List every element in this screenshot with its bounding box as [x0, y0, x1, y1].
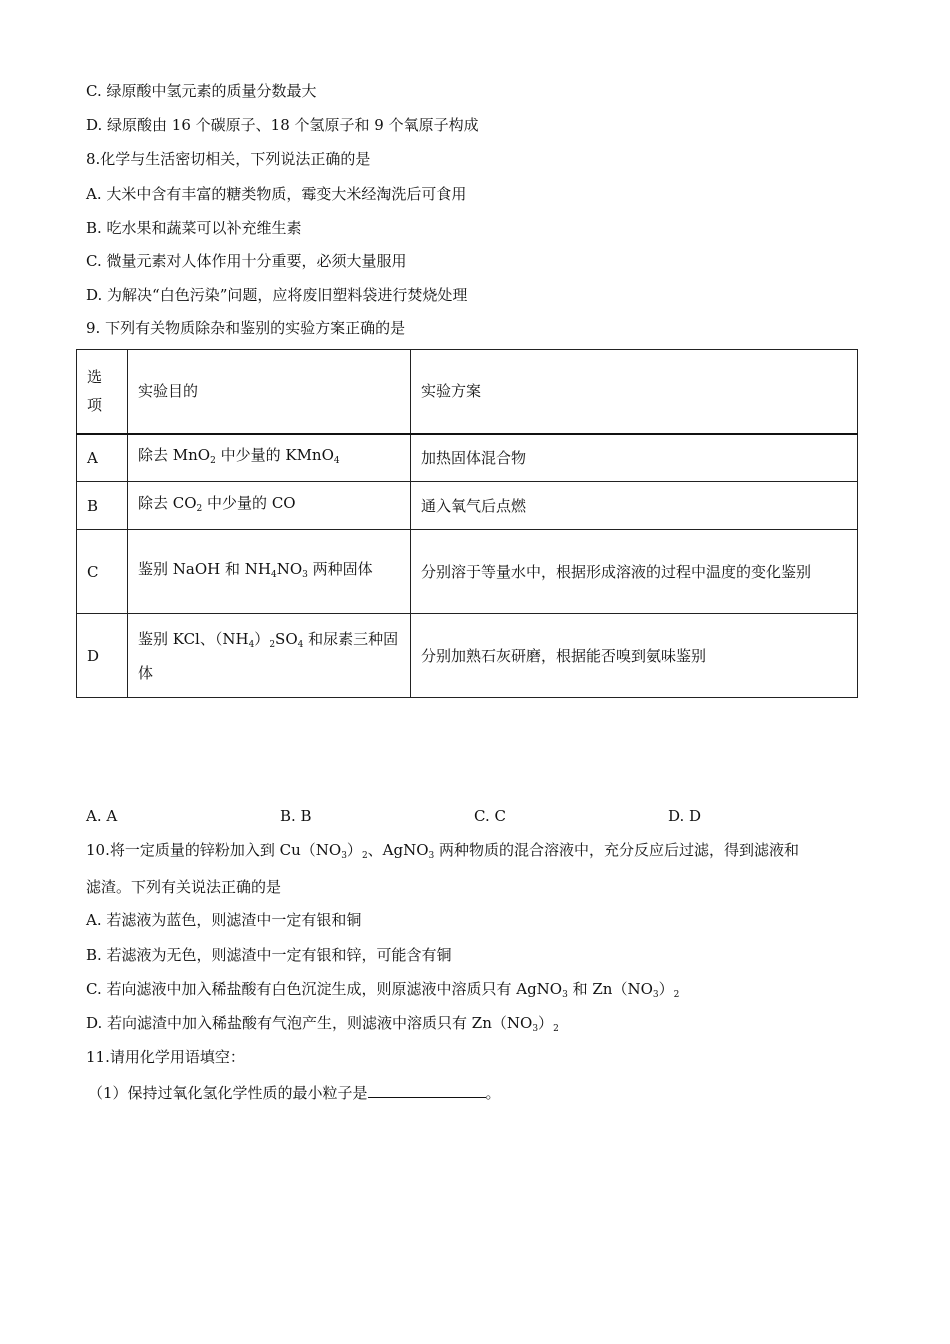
q9-choice-a: A. A	[86, 807, 118, 825]
q8-option-b: B. 吃水果和蔬菜可以补充维生素	[86, 219, 302, 237]
q8-option-c: C. 微量元素对人体作用十分重要，必须大量服用	[86, 252, 407, 270]
q10-option-b: B. 若滤液为无色，则滤渣中一定有银和锌，可能含有铜	[86, 946, 452, 964]
row-plan: 分别加熟石灰研磨，根据能否嗅到氨味鉴别	[411, 614, 858, 698]
row-plan: 分别溶于等量水中，根据形成溶液的过程中温度的变化鉴别	[411, 530, 858, 614]
row-option: C	[77, 530, 128, 614]
q10-stem-line-1: 10.将一定质量的锌粉加入到 $Cu(NO_3)_2$、AgNO$_3$ 两种物质的混合溶液中，充分反应后过滤，得到滤液和	[86, 841, 800, 861]
header-option	[77, 350, 128, 434]
row-option: D	[77, 614, 128, 698]
table-header-row	[77, 350, 858, 434]
q10-stem-line-2: 滤渣。下列有关说法正确的是	[86, 878, 282, 896]
q10-option-a: A. 若滤液为蓝色，则滤渣中一定有银和铜	[86, 911, 362, 929]
row-purpose: 鉴别 NaOH 和 $NH_4NO_3$ 两种固体	[128, 530, 411, 614]
q11-part-1: （1）保持过氧化氢化学性质的最小粒子是 。	[88, 1084, 501, 1102]
q7-option-c: C. 绿原酸中氢元素的质量分数最大	[86, 82, 317, 100]
row-option: B	[77, 482, 128, 530]
q8-option-a: A. 大米中含有丰富的糖类物质，霉变大米经淘洗后可食用	[86, 185, 467, 203]
q10-option-c: C. 若向滤液中加入稀盐酸有白色沉淀生成，则原滤液中溶质只有 AgNO$_3$ 和 $Zn(NO_3)_2$	[86, 980, 680, 1000]
header-plan: 实验方案	[411, 350, 858, 434]
q9-choice-c: C. C	[474, 807, 506, 825]
table-row	[77, 434, 858, 482]
q9-stem: 9. 下列有关物质除杂和鉴别的实验方案正确的是	[86, 319, 406, 337]
row-option: A	[77, 434, 128, 482]
row-purpose: 除去 $CO_2$ 中少量的 CO	[128, 482, 411, 530]
header-option-char-2: 项	[87, 396, 103, 415]
row-plan: 通入氧气后点燃	[411, 482, 858, 530]
row-purpose: 除去 MnO$_2$ 中少量的 KMnO$_4$	[128, 434, 411, 482]
q9-table	[76, 349, 858, 698]
answer-blank[interactable]	[368, 1083, 486, 1098]
q8-option-d: D. 为解决“白色污染”问题，应将废旧塑料袋进行焚烧处理	[86, 286, 468, 304]
q9-choice-b: B. B	[280, 807, 312, 825]
table-row	[77, 530, 858, 614]
table-row	[77, 614, 858, 698]
q9-choice-d: D. D	[668, 807, 702, 825]
header-purpose: 实验目的	[128, 350, 411, 434]
table-row	[77, 482, 858, 530]
q10-option-d: D. 若向滤渣中加入稀盐酸有气泡产生，则滤液中溶质只有 $Zn(NO_3)_2$	[86, 1014, 559, 1034]
row-purpose: 鉴别 KCl、$(NH_4)_2SO_4$ 和尿素三种固体	[128, 614, 411, 698]
q8-stem: 8.化学与生活密切相关，下列说法正确的是	[86, 150, 371, 168]
q11-stem: 11.请用化学用语填空：	[86, 1048, 245, 1066]
header-option-char-1: 选	[87, 368, 103, 387]
row-plan: 加热固体混合物	[411, 434, 858, 482]
q7-option-d: D. 绿原酸由 16 个碳原子、18 个氢原子和 9 个氧原子构成	[86, 116, 479, 134]
